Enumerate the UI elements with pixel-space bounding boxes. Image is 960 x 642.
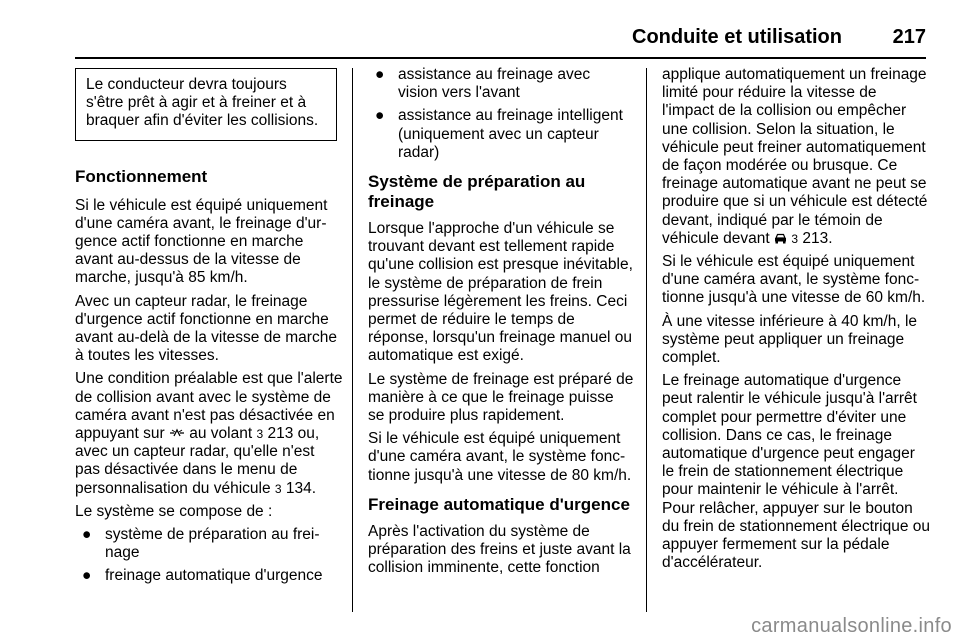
page-reference-icon: 3: [791, 231, 799, 246]
paragraph-text: 213 ou, avec un capteur radar, qu'elle n'est pas désactivée dans le menu de personnalisation du véhicule: [75, 425, 320, 497]
column-1: [75, 68, 343, 591]
paragraph-text: au volant: [189, 425, 253, 443]
column-divider-2: [646, 68, 647, 612]
paragraph-text: Une condition préalable est que l'alerte de collision avant avec le système de caméra avant n'est pas désactivée en appuyant sur: [75, 370, 343, 443]
paragraph: Si le véhicule est équipé uniquement d'une caméra avant, le freinage d'urgence actif fonctionne en marche avant au-dessus de la vitesse de marche, jusqu'à 85 km/h.: [75, 196, 328, 287]
column-3: [662, 66, 930, 577]
page-reference-icon: 3: [274, 481, 282, 496]
heading-fonctionnement: Fonctionnement: [75, 166, 208, 186]
paragraph: Le système de freinage est préparé de manière à ce que le freinage puisse se produire plus rapidement.: [368, 370, 634, 425]
note-text: Le conducteur devra toujours s'être prêt à agir et à freiner et à braquer afin d'éviter les collisions.: [86, 76, 319, 130]
paragraph: À une vitesse inférieure à 40 km/h, le système peut appliquer un freinage complet.: [662, 312, 918, 367]
list-item: [368, 107, 634, 162]
list-item: [75, 526, 343, 562]
paragraph: Après l'activation du système de préparation des freins et juste avant la collision imminente, cette fonction: [368, 522, 631, 577]
note-box: [75, 68, 337, 141]
page-number: 217: [892, 26, 926, 48]
header-rule: [75, 57, 926, 59]
paragraph: Si le véhicule est équipé uniquement d'une caméra avant, le système fonctionne jusqu'à une vitesse de 80 km/h.: [368, 430, 632, 484]
list-item-text: assistance au freinage intelligent (uniquement avec un capteur radar): [398, 107, 623, 161]
column-divider-1: [352, 68, 353, 612]
paragraph-text: applique automatiquement un freinage limité pour réduire la vitesse de l'impact de la collision ou empêcher une collision. Selon la situation, le véhicule peut freiner automatiquement de façon modérée ou brusque. Ce freinage automatique avant ne peut se produire que si un véhicule est détecté devant, indiqué par le témoin de véhicule devant: [662, 66, 928, 247]
column-2: [368, 66, 634, 582]
heading-freinage-automatique: Freinage automatique d'urgence: [368, 494, 630, 514]
paragraph: [75, 370, 343, 497]
heading-preparation-freinage: Système de préparation au freinage: [368, 172, 586, 212]
paragraph-text: 134.: [285, 479, 317, 497]
watermark: carmanualsonline.info: [751, 615, 952, 637]
page-reference-icon: 3: [256, 427, 264, 442]
header-title: Conduite et utilisation: [632, 26, 842, 48]
vehicle-ahead-icon: [774, 233, 787, 244]
paragraph-text: 213.: [802, 229, 833, 247]
paragraph: [662, 66, 930, 248]
paragraph: Le système se compose de :: [75, 502, 273, 520]
paragraph: Si le véhicule est équipé uniquement d'une caméra avant, le système fonctionne jusqu'à une vitesse de 60 km/h.: [662, 253, 926, 307]
steering-wheel-collision-icon: [169, 427, 185, 439]
paragraph: Lorsque l'approche d'un véhicule se trouvant devant est tellement rapide qu'une collision est presque inévitable, le système de préparation de frein pressurise légèrement les freins. Ceci permet de réduire le temps de réponse, lorsqu'un freinage manuel ou automatique est exigé.: [368, 220, 633, 365]
list-item: [368, 66, 634, 102]
page-header: [75, 26, 926, 54]
list-item: [75, 567, 343, 585]
bullet-icon: ●: [82, 526, 92, 544]
paragraph: Le freinage automatique d'urgence peut ralentir le véhicule jusqu'à l'arrêt complet pour permettre d'éviter une collision. Dans ce cas, le freinage automatique d'urgence peut engager le frein de stationnement électrique pour maintenir le véhicule à l'arrêt. Pour relâcher, appuyer sur le bouton du frein de stationnement électrique ou appuyer fermement sur la pédale d'accélérateur.: [662, 372, 930, 572]
bullet-icon: ●: [82, 567, 92, 585]
bullet-list: [75, 526, 343, 586]
bullet-icon: ●: [375, 66, 385, 83]
paragraph: Avec un capteur radar, le freinage d'urgence actif fonctionne en marche avant au-delà de la vitesse de marche à toutes les vitesses.: [75, 292, 337, 365]
bullet-list: [368, 66, 634, 162]
list-item-text: assistance au freinage avec vision vers l'avant: [398, 66, 591, 102]
bullet-icon: ●: [375, 107, 385, 125]
list-item-text: freinage automatique d'urgence: [105, 567, 323, 585]
list-item-text: système de préparation au freinage: [105, 526, 320, 562]
